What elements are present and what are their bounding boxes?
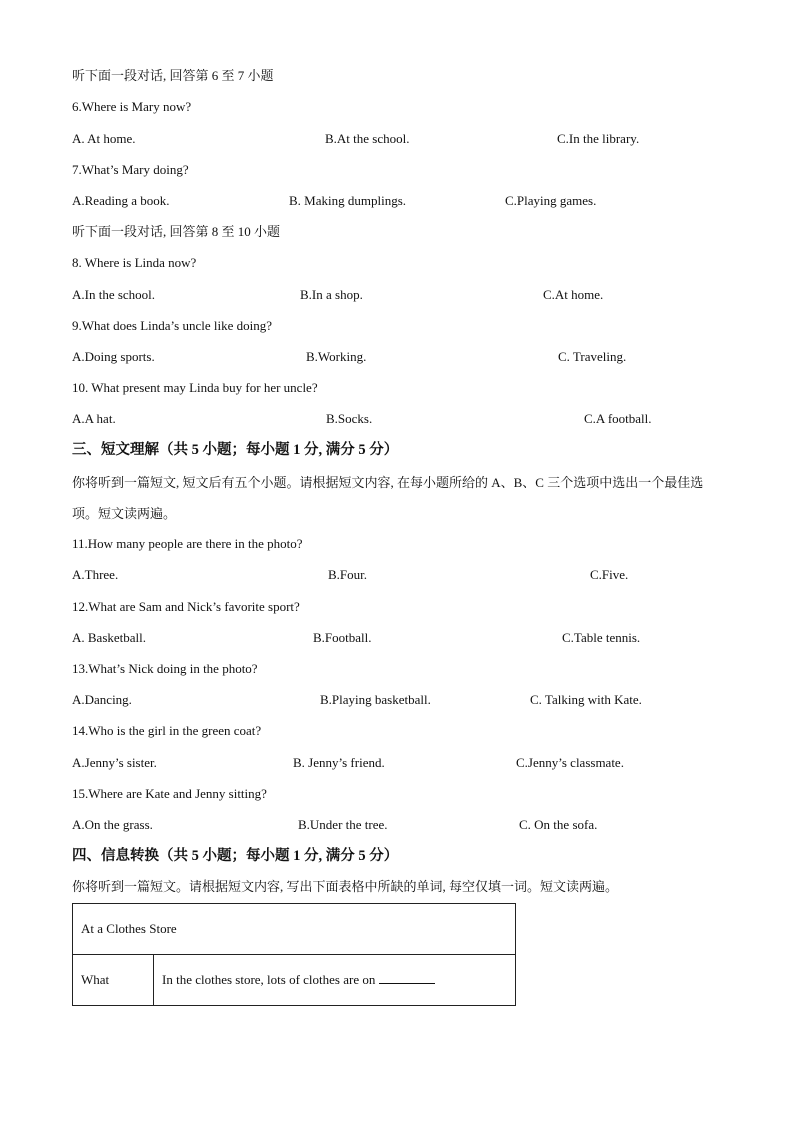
answer-blank[interactable]: [379, 972, 435, 984]
q9-option-b: B.Working.: [306, 349, 367, 364]
q14-option-c: C.Jenny’s classmate.: [516, 755, 624, 770]
question-7: 7.What’s Mary doing?: [72, 162, 189, 177]
q13-option-a: A.Dancing.: [72, 692, 132, 707]
table-row-content: [154, 955, 516, 1006]
section-3-instructions: 你将听到一篇短文, 短文后有五个小题。请根据短文内容, 在每小题所给的 A、B、C 三个选项中选出一个最佳选项。短文读两遍。: [72, 475, 704, 521]
q7-option-a: A.Reading a book.: [72, 193, 170, 208]
table-row-label: What: [73, 955, 154, 1006]
q6-option-c: C.In the library.: [557, 131, 640, 146]
dialogue-intro-6-7: 听下面一段对话, 回答第 6 至 7 小题: [72, 68, 274, 83]
question-12: 12.What are Sam and Nick’s favorite sport?: [72, 599, 300, 614]
q9-option-a: A.Doing sports.: [72, 349, 155, 364]
question-8: 8. Where is Linda now?: [72, 255, 197, 270]
q12-option-b: B.Football.: [313, 630, 372, 645]
question-15: 15.Where are Kate and Jenny sitting?: [72, 786, 267, 801]
q13-option-b: B.Playing basketball.: [320, 692, 431, 707]
q8-option-b: B.In a shop.: [300, 287, 363, 302]
q10-option-a: A.A hat.: [72, 411, 116, 426]
table-row-text: In the clothes store, lots of clothes are on: [162, 972, 376, 987]
q12-option-c: C.Table tennis.: [562, 630, 641, 645]
question-9: 9.What does Linda’s uncle like doing?: [72, 318, 273, 333]
q8-option-a: A.In the school.: [72, 287, 156, 302]
q11-option-c: C.Five.: [590, 567, 629, 582]
q10-option-c: C.A football.: [584, 411, 652, 426]
q10-option-b: B.Socks.: [326, 411, 373, 426]
q9-option-c: C. Traveling.: [558, 349, 627, 364]
q15-option-b: B.Under the tree.: [298, 817, 388, 832]
q7-option-c: C.Playing games.: [505, 193, 597, 208]
q15-option-a: A.On the grass.: [72, 817, 153, 832]
section-4-heading: 四、信息转换（共 5 小题；每小题 1 分, 满分 5 分）: [72, 848, 399, 864]
section-3-heading: 三、短文理解（共 5 小题；每小题 1 分, 满分 5 分）: [72, 442, 399, 458]
question-11: 11.How many people are there in the photo?: [72, 536, 303, 551]
info-table: [72, 903, 516, 1006]
q6-option-a: A. At home.: [72, 131, 136, 146]
q8-option-c: C.At home.: [543, 287, 604, 302]
q14-option-b: B. Jenny’s friend.: [293, 755, 385, 770]
question-10: 10. What present may Linda buy for her uncle?: [72, 380, 318, 395]
question-13: 13.What’s Nick doing in the photo?: [72, 661, 258, 676]
q15-option-c: C. On the sofa.: [519, 817, 598, 832]
table-title-row: [73, 904, 516, 955]
table-row: [73, 955, 516, 1006]
table-title-cell: At a Clothes Store: [73, 904, 516, 955]
q7-option-b: B. Making dumplings.: [289, 193, 407, 208]
question-6: 6.Where is Mary now?: [72, 99, 192, 114]
q11-option-a: A.Three.: [72, 567, 119, 582]
q14-option-a: A.Jenny’s sister.: [72, 755, 157, 770]
q12-option-a: A. Basketball.: [72, 630, 147, 645]
q6-option-b: B.At the school.: [325, 131, 410, 146]
dialogue-intro-8-10: 听下面一段对话, 回答第 8 至 10 小题: [72, 224, 281, 239]
q11-option-b: B.Four.: [328, 567, 368, 582]
section-4-instructions: 你将听到一篇短文。请根据短文内容, 写出下面表格中所缺的单词, 每空仅填一词。短文读两遍。: [72, 879, 619, 894]
question-14: 14.Who is the girl in the green coat?: [72, 723, 262, 738]
q13-option-c: C. Talking with Kate.: [530, 692, 642, 707]
